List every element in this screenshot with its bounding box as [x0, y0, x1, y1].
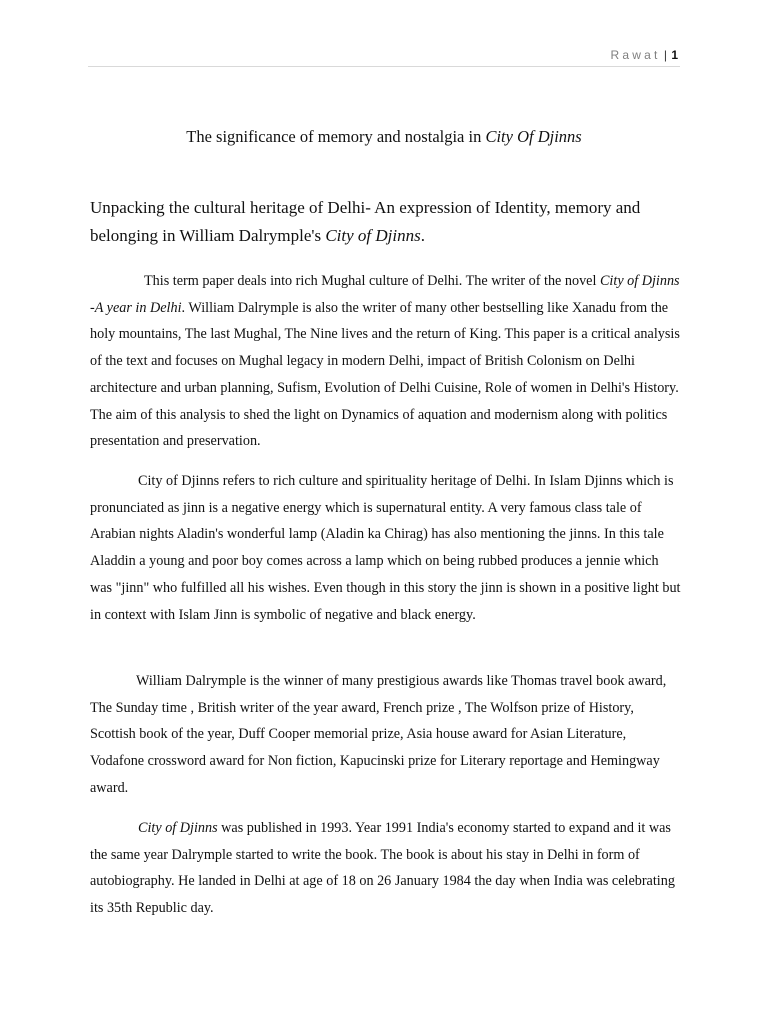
- paragraph-4-italic: City of Djinns: [138, 820, 218, 836]
- document-subtitle: [90, 194, 682, 250]
- subtitle-text: Unpacking the cultural heritage of Delhi- An expression of Identity, memory and belonging in William Dalrymple's: [90, 198, 641, 245]
- paragraph-3: [90, 668, 682, 802]
- paragraph-4: [90, 815, 682, 922]
- paragraph-1-italic: City of Djinns -A year in Delhi: [90, 273, 680, 316]
- paragraph-2-text: City of Djinns refers to rich culture and spirituality heritage of Delhi. In Islam Djinns which is pronunciated as jinn is a negative energy which is supernatural entity. A very famous class tale of Arabian nights Aladin's wonderful lamp (Aladin ka Chirag) has also mentioning the jinns. In this tale Aladdin a young and poor boy comes across a lamp which on being rubbed produces a jennie which was "jinn" who fulfilled all his wishes. Even though in this story the jinn is shown in a positive light but in context with Islam Jinn is symbolic of negative and black energy.: [90, 473, 681, 623]
- paragraph-3-text: William Dalrymple is the winner of many prestigious awards like Thomas travel book award, The Sunday time , British writer of the year award, French prize , The Wolfson prize of History, Scottish book of the year, Duff Cooper memorial prize, Asia house award for Asian Literature, Vodafone crossword award for Non fiction, Kapucinski prize for Literary reportage and Hemingway award.: [90, 673, 667, 796]
- header-separator: |: [663, 48, 667, 62]
- paragraph-1-text-a: This term paper deals into rich Mughal culture of Delhi. The writer of the novel: [144, 273, 600, 289]
- title-italic: City Of Djinns: [485, 127, 582, 146]
- subtitle-suffix: .: [420, 226, 425, 245]
- paragraph-1-text-b: . William Dalrymple is also the writer of many other bestselling like Xanadu from the holy mountains, The last Mughal, The Nine lives and the return of King. This paper is a critical analysis of the text and focuses on Mughal legacy in modern Delhi, impact of British Colonism on Delhi architecture and urban planning, Sufism, Evolution of Delhi Cuisine, Role of women in Delhi's History. The aim of this analysis to shed the light on Dynamics of aquation and modernism along with politics presentation and preservation.: [90, 299, 680, 450]
- paragraph-2: [90, 468, 682, 628]
- title-text: The significance of memory and nostalgia in: [186, 127, 486, 146]
- subtitle-italic: City of Djinns: [325, 226, 421, 245]
- paragraph-4-text: was published in 1993. Year 1991 India's economy started to expand and it was the same year Dalrymple started to write the book. The book is about his stay in Delhi in form of autobiography. He landed in Delhi at age of 18 on 26 January 1984 the day when India was celebrating its 35th Republic day.: [90, 820, 675, 917]
- document-title: [88, 126, 680, 148]
- page-number: 1: [671, 48, 678, 62]
- paragraph-1: [90, 268, 682, 455]
- header-author: Rawat: [610, 48, 661, 62]
- page-header: [88, 38, 680, 67]
- header-author-page: [610, 48, 678, 62]
